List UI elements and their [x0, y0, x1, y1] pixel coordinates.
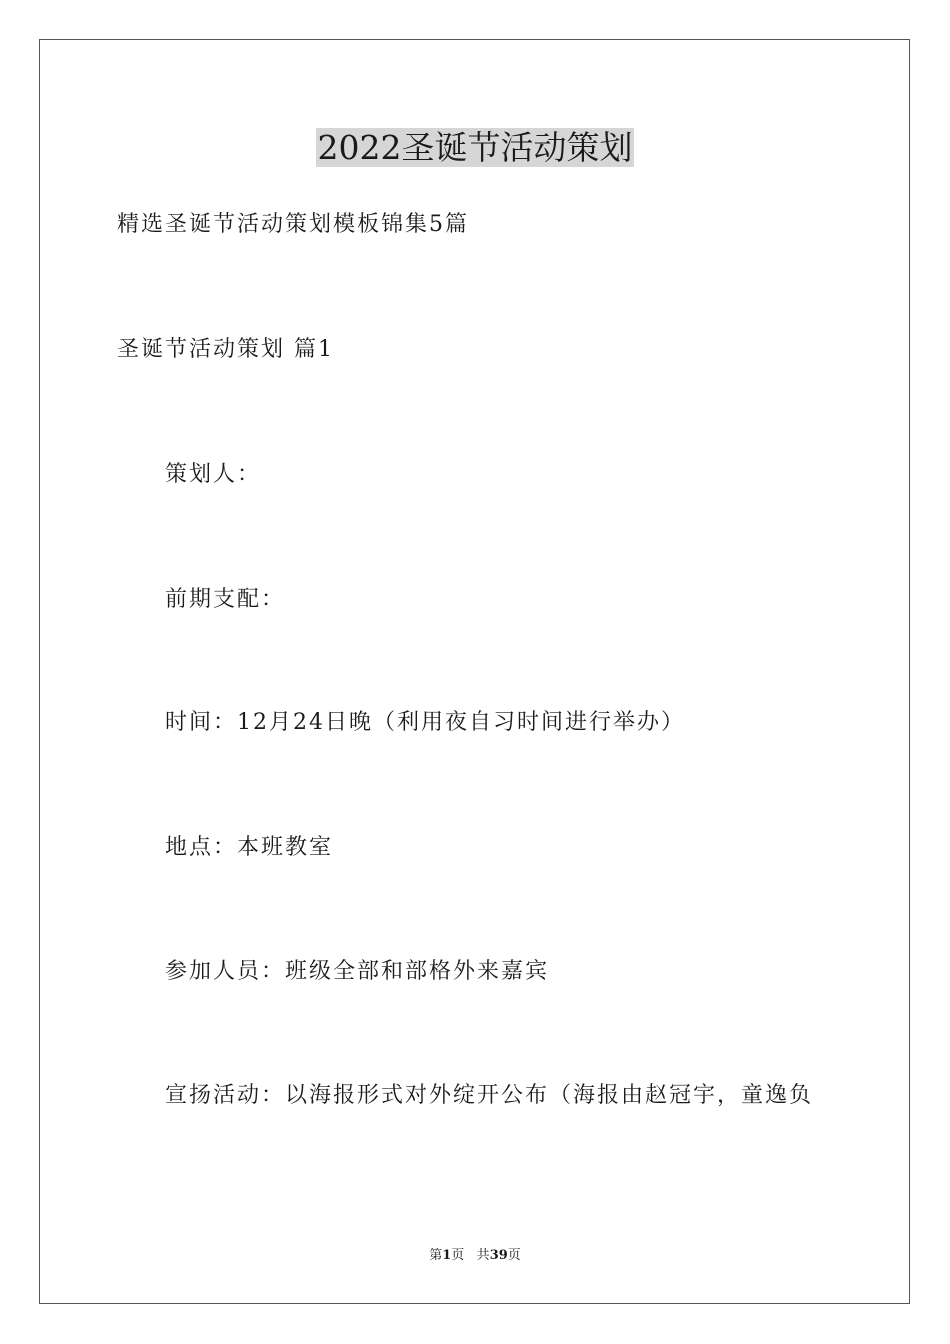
paragraph-location: 地点：本班教室	[165, 835, 334, 860]
paragraph-planner: 策划人：	[165, 462, 262, 487]
page-footer	[0, 1247, 950, 1265]
document-title-text: 2022圣诞节活动策划	[317, 128, 633, 167]
paragraph-participants: 参加人员：班级全部和部格外来嘉宾	[165, 959, 550, 984]
footer-page-prefix: 第	[429, 1248, 443, 1263]
footer-total-suffix: 页	[507, 1248, 521, 1263]
document-title	[0, 128, 950, 168]
paragraph-time: 时间：12月24日晚（利用夜自习时间进行举办）	[165, 710, 685, 735]
document-subtitle: 精选圣诞节活动策划模板锦集5篇	[117, 212, 469, 237]
footer-total-prefix: 共	[476, 1248, 490, 1263]
paragraph-promotion: 宣扬活动：以海报形式对外绽开公布（海报由赵冠宇，童逸负	[165, 1083, 814, 1108]
footer-total-pages: 39	[489, 1248, 508, 1263]
paragraph-preparation: 前期支配：	[165, 587, 286, 612]
footer-page-number: 1	[442, 1248, 452, 1263]
section-heading: 圣诞节活动策划 篇1	[117, 337, 334, 362]
footer-page-suffix: 页	[451, 1248, 465, 1263]
